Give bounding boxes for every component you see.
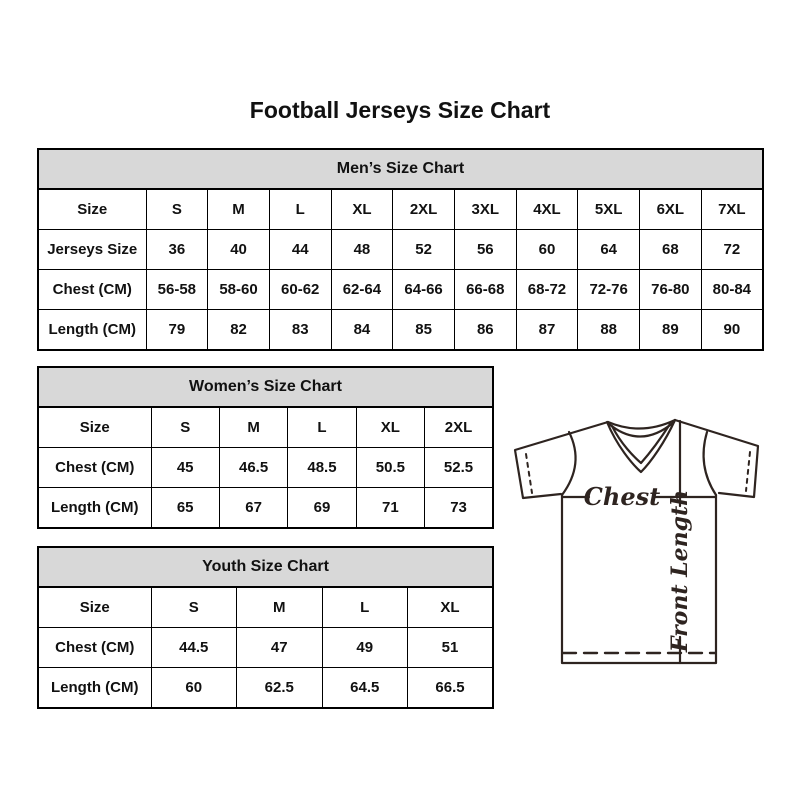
table-cell: 52 <box>393 230 455 270</box>
table-cell: 82 <box>208 310 270 351</box>
table-cell: 45 <box>151 448 219 488</box>
table-cell: 71 <box>356 488 424 529</box>
column-header: S <box>151 407 219 448</box>
table-cell: 87 <box>516 310 578 351</box>
table-cell: 52.5 <box>425 448 493 488</box>
mens-size-table <box>37 148 764 351</box>
jersey-left-armhole-seam <box>562 432 576 495</box>
column-header: M <box>219 407 287 448</box>
column-header: 6XL <box>640 189 702 230</box>
table-cell: 83 <box>269 310 331 351</box>
table-cell: 47 <box>237 628 323 668</box>
table-cell: 60 <box>151 668 237 709</box>
table-row <box>38 668 493 709</box>
table-row <box>38 189 763 230</box>
table-cell: 62-64 <box>331 270 393 310</box>
page-title: Football Jerseys Size Chart <box>249 97 551 123</box>
table-row <box>38 587 493 628</box>
table-row <box>38 407 493 448</box>
table-row <box>38 488 493 529</box>
front-length-label: Front Length <box>667 489 693 653</box>
table-cell: 76-80 <box>640 270 702 310</box>
table-cell: 89 <box>640 310 702 351</box>
table-cell: 60-62 <box>269 270 331 310</box>
right-cuff-stitch-line <box>746 452 750 491</box>
table-cell: 68 <box>640 230 702 270</box>
column-header: L <box>288 407 356 448</box>
column-header: L <box>322 587 408 628</box>
table-cell: 64-66 <box>393 270 455 310</box>
row-header: Chest (CM) <box>38 628 151 668</box>
youth-section-header: Youth Size Chart <box>38 547 493 587</box>
table-cell: 79 <box>146 310 208 351</box>
chest-label: Chest <box>583 482 661 511</box>
table-cell: 56 <box>454 230 516 270</box>
row-header: Length (CM) <box>38 310 146 351</box>
table-cell: 58-60 <box>208 270 270 310</box>
table-row <box>38 448 493 488</box>
mens-section-header: Men’s Size Chart <box>38 149 763 189</box>
column-header: 4XL <box>516 189 578 230</box>
row-header: Length (CM) <box>38 668 151 709</box>
column-header: Size <box>38 587 151 628</box>
table-cell: 72 <box>701 230 763 270</box>
table-cell: 65 <box>151 488 219 529</box>
column-header: L <box>269 189 331 230</box>
column-header: 2XL <box>425 407 493 448</box>
table-cell: 46.5 <box>219 448 287 488</box>
row-header: Chest (CM) <box>38 448 151 488</box>
jersey-right-sleeve-outline <box>675 420 758 497</box>
table-cell: 64 <box>578 230 640 270</box>
row-header: Jerseys Size <box>38 230 146 270</box>
table-cell: 66-68 <box>454 270 516 310</box>
table-cell: 48.5 <box>288 448 356 488</box>
table-row <box>38 628 493 668</box>
table-cell: 68-72 <box>516 270 578 310</box>
table-cell: 44.5 <box>151 628 237 668</box>
table-cell: 85 <box>393 310 455 351</box>
table-cell: 51 <box>408 628 494 668</box>
table-cell: 60 <box>516 230 578 270</box>
jersey-right-armhole-seam <box>704 432 716 495</box>
womens-size-table <box>37 366 494 529</box>
table-cell: 67 <box>219 488 287 529</box>
table-cell: 36 <box>146 230 208 270</box>
jersey-diagram <box>505 400 775 680</box>
table-cell: 62.5 <box>237 668 323 709</box>
column-header: XL <box>408 587 494 628</box>
table-cell: 40 <box>208 230 270 270</box>
table-cell: 44 <box>269 230 331 270</box>
collar-arc-outer <box>608 420 675 429</box>
table-cell: 50.5 <box>356 448 424 488</box>
column-header: Size <box>38 407 151 448</box>
table-row <box>38 230 763 270</box>
table-cell: 80-84 <box>701 270 763 310</box>
table-cell: 66.5 <box>408 668 494 709</box>
column-header: M <box>208 189 270 230</box>
table-cell: 73 <box>425 488 493 529</box>
table-cell: 88 <box>578 310 640 351</box>
youth-size-table <box>37 546 494 709</box>
table-cell: 90 <box>701 310 763 351</box>
column-header: 5XL <box>578 189 640 230</box>
table-cell: 72-76 <box>578 270 640 310</box>
left-cuff-stitch-line <box>526 454 532 493</box>
column-header: S <box>151 587 237 628</box>
table-cell: 48 <box>331 230 393 270</box>
column-header: M <box>237 587 323 628</box>
column-header: XL <box>356 407 424 448</box>
table-cell: 69 <box>288 488 356 529</box>
column-header: 2XL <box>393 189 455 230</box>
table-cell: 56-58 <box>146 270 208 310</box>
table-cell: 84 <box>331 310 393 351</box>
table-row <box>38 310 763 351</box>
column-header: 3XL <box>454 189 516 230</box>
womens-section-header: Women’s Size Chart <box>38 367 493 407</box>
table-row <box>38 270 763 310</box>
column-header: Size <box>38 189 146 230</box>
row-header: Length (CM) <box>38 488 151 529</box>
row-header: Chest (CM) <box>38 270 146 310</box>
column-header: XL <box>331 189 393 230</box>
table-cell: 49 <box>322 628 408 668</box>
column-header: S <box>146 189 208 230</box>
table-cell: 64.5 <box>322 668 408 709</box>
table-cell: 86 <box>454 310 516 351</box>
column-header: 7XL <box>701 189 763 230</box>
